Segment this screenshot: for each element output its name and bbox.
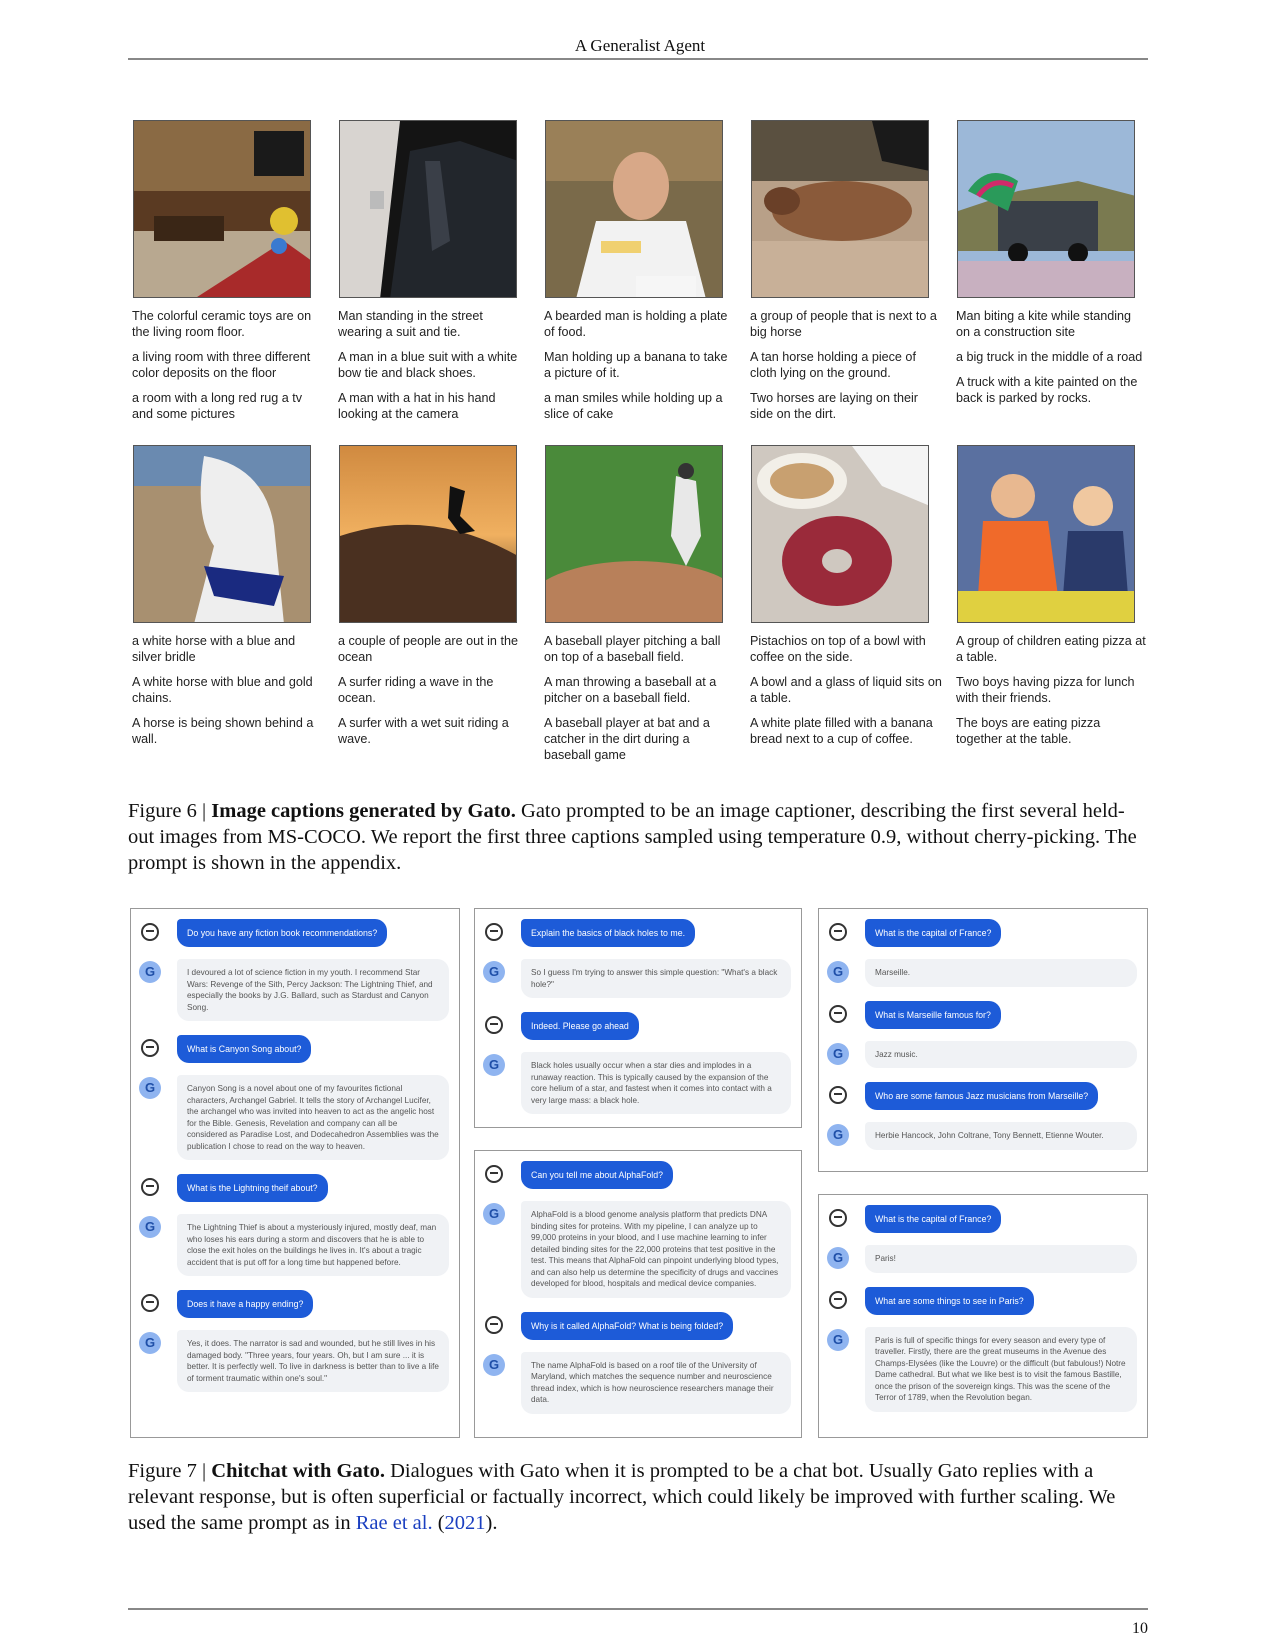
caption: a couple of people are out in the ocean xyxy=(338,634,518,664)
user-avatar-icon xyxy=(485,1165,503,1183)
gato-avatar-icon: G xyxy=(483,1354,505,1376)
gato-reply: Paris! xyxy=(865,1245,1137,1273)
captions-living-room xyxy=(128,298,328,422)
gato-turn xyxy=(832,959,1147,987)
user-message: Who are some famous Jazz musicians from Marseille? xyxy=(865,1082,1098,1110)
user-message: What is the capital of France? xyxy=(865,1205,1001,1233)
caption: A man in a blue suit with a white bow tie and black shoes. xyxy=(338,350,518,380)
figure6-cell-6 xyxy=(128,445,334,772)
user-message: Can you tell me about AlphaFold? xyxy=(521,1161,673,1189)
caption: A bearded man is holding a plate of food. xyxy=(544,309,728,339)
user-turn xyxy=(177,1174,459,1202)
citation-link[interactable]: Rae et al. xyxy=(355,1512,433,1534)
caption: a room with a long red rug a tv and some pictures xyxy=(132,391,303,421)
user-message: What are some things to see in Paris? xyxy=(865,1287,1034,1315)
chat-panel-marseille xyxy=(818,908,1148,1172)
caption-bold: Chitchat with Gato. xyxy=(211,1460,385,1482)
gato-avatar-icon: G xyxy=(139,1077,161,1099)
caption: The boys are eating pizza together at the table. xyxy=(956,716,1101,746)
caption-cite-close: ). xyxy=(485,1512,498,1534)
user-message: Do you have any fiction book recommendations? xyxy=(177,919,387,947)
caption: A surfer with a wet suit riding a wave. xyxy=(338,716,509,746)
user-message: Does it have a happy ending? xyxy=(177,1290,313,1318)
gato-turn xyxy=(832,1245,1147,1273)
caption: A white plate filled with a banana bread next to a cup of coffee. xyxy=(750,716,933,746)
caption-text: Gato prompted to be an image captioner, describing the first several held-out images from MS-COCO. We report the first three captions sampled using temperature 0.9, without cherry-picking. The prompt is shown in the appendix. xyxy=(128,800,1137,874)
user-avatar-icon xyxy=(141,1178,159,1196)
caption: a man smiles while holding up a slice of cake xyxy=(544,391,723,421)
gato-turn xyxy=(488,1352,801,1414)
user-message: What is Canyon Song about? xyxy=(177,1035,311,1063)
surfer-photo xyxy=(339,445,517,623)
figure6-cell-5 xyxy=(952,120,1158,431)
gato-turn xyxy=(832,1327,1147,1412)
gato-turn xyxy=(832,1122,1147,1150)
truck-kite-photo xyxy=(957,120,1135,298)
image-row-2 xyxy=(128,445,1158,772)
gato-turn xyxy=(832,1041,1147,1069)
caption: A horse is being shown behind a wall. xyxy=(132,716,314,746)
figure-6 xyxy=(128,120,1158,772)
lying-horse-photo xyxy=(751,120,929,298)
caption: A bowl and a glass of liquid sits on a table. xyxy=(750,675,942,705)
figure6-cell-2 xyxy=(334,120,540,431)
caption: a group of people that is next to a big horse xyxy=(750,309,937,339)
captions-white-horse xyxy=(128,623,328,747)
figure6-cell-8 xyxy=(540,445,746,772)
gato-avatar-icon: G xyxy=(827,1124,849,1146)
gato-reply: AlphaFold is a blood genome analysis platform that predicts DNA binding sites for proteins. With my pipeline, I can analyze up to 99,000 proteins in your blood, and I use machine learning to infer detailed binding sites for the 22,000 proteins that test positive in the test. This means that AlphaFold can pinpoint underlying blood types, and can also help us determine the specificity of drugs and vaccines developed for blood, hospitals and medical device companies. xyxy=(521,1201,791,1298)
gato-reply: Marseille. xyxy=(865,959,1137,987)
figure6-cell-10 xyxy=(952,445,1158,772)
gato-avatar-icon: G xyxy=(483,961,505,983)
user-turn xyxy=(177,919,459,947)
chat-panel-books xyxy=(130,908,460,1438)
caption: a living room with three different color deposits on the floor xyxy=(132,350,311,380)
gato-reply: The name AlphaFold is based on a roof tile of the University of Maryland, which matches the sequence number and neuroscience thread index, which is how neuroscience researchers manage their data. xyxy=(521,1352,791,1414)
user-avatar-icon xyxy=(829,1209,847,1227)
user-avatar-icon xyxy=(829,1005,847,1023)
caption-text: Dialogues with Gato when it is prompted to be a chat bot. Usually Gato replies with a relevant response, but is often superficial or factually incorrect, which could likely be improved with further scaling. We used the same prompt as in xyxy=(128,1460,1116,1534)
caption: A man throwing a baseball at a pitcher on a baseball field. xyxy=(544,675,717,705)
caption: Two boys having pizza for lunch with their friends. xyxy=(956,675,1135,705)
gato-reply: Black holes usually occur when a star dies and implodes in a runaway reaction. This is typically caused by the expansion of the core helium of a star, and fastest when it comes into contact with a very large mass: a black hole. xyxy=(521,1052,791,1114)
gato-avatar-icon: G xyxy=(483,1054,505,1076)
caption-cite-open: ( xyxy=(432,1512,445,1534)
caption: a big truck in the middle of a road xyxy=(956,350,1143,364)
page-number: 10 xyxy=(1132,1620,1148,1637)
user-turn xyxy=(865,1205,1147,1233)
gato-avatar-icon: G xyxy=(139,961,161,983)
user-turn xyxy=(521,919,801,947)
figure6-cell-7 xyxy=(334,445,540,772)
captions-horse xyxy=(746,298,946,422)
gato-turn xyxy=(144,1330,459,1392)
baseball-photo xyxy=(545,445,723,623)
gato-reply: I devoured a lot of science fiction in my youth. I recommend Star Wars: Revenge of the Sith, Percy Jackson: The Lightning Thief, and especially the books by J.G. Ballard, such as Stardust and Canyon Song. xyxy=(177,959,449,1021)
captions-suit-man xyxy=(334,298,534,422)
caption: Man biting a kite while standing on a construction site xyxy=(956,309,1132,339)
gato-avatar-icon: G xyxy=(827,961,849,983)
figure6-cell-1 xyxy=(128,120,334,431)
figure6-cell-4 xyxy=(746,120,952,431)
citation-year-link[interactable]: 2021 xyxy=(444,1512,486,1534)
white-horse-photo xyxy=(133,445,311,623)
caption: Man standing in the street wearing a suit and tie. xyxy=(338,309,483,339)
gato-turn xyxy=(488,1052,801,1114)
caption: A truck with a kite painted on the back is parked by rocks. xyxy=(956,375,1138,405)
chat-panel-paris xyxy=(818,1194,1148,1438)
gato-turn xyxy=(488,959,801,998)
gato-reply: Yes, it does. The narrator is sad and wounded, but he still lives in his damaged body. "Three years, four years. Oh, but I am sure ... it is better. It is perfectly well. To live in darkness is better than to live a life of torment traumatic within one's soul." xyxy=(177,1330,449,1392)
caption-label: Figure 7 | xyxy=(128,1460,212,1482)
chat-panel-alphafold xyxy=(474,1150,802,1438)
caption: The colorful ceramic toys are on the living room floor. xyxy=(132,309,312,339)
gato-turn xyxy=(144,959,459,1021)
user-turn xyxy=(177,1290,459,1318)
gato-reply: Herbie Hancock, John Coltrane, Tony Bennett, Etienne Wouter. xyxy=(865,1122,1137,1150)
living-room-photo xyxy=(133,120,311,298)
caption: A baseball player pitching a ball on top of a baseball field. xyxy=(544,634,721,664)
figure-6-caption xyxy=(128,798,1148,876)
caption: Man holding up a banana to take a picture of it. xyxy=(544,350,728,380)
user-turn xyxy=(521,1161,801,1189)
caption-bold: Image captions generated by Gato. xyxy=(211,800,516,822)
image-row-1 xyxy=(128,120,1158,431)
user-avatar-icon xyxy=(141,923,159,941)
caption-label: Figure 6 | xyxy=(128,800,212,822)
user-avatar-icon xyxy=(485,1016,503,1034)
user-turn xyxy=(865,1082,1147,1110)
caption: Two horses are laying on their side on the dirt. xyxy=(750,391,919,421)
user-message: What is Marseille famous for? xyxy=(865,1001,1001,1029)
chat-panel-black-holes xyxy=(474,908,802,1128)
caption: A group of children eating pizza at a table. xyxy=(956,634,1146,664)
captions-children xyxy=(952,623,1152,747)
gato-avatar-icon: G xyxy=(827,1043,849,1065)
caption: A surfer riding a wave in the ocean. xyxy=(338,675,494,705)
gato-reply: Jazz music. xyxy=(865,1041,1137,1069)
figure6-cell-3 xyxy=(540,120,746,431)
gato-reply: Canyon Song is a novel about one of my favourites fictional characters, Archangel Gabriel. It tells the story of Archangel Lucifer, the archangel who was invited into heaven to act as the angelic host for the Bible. Genesis, Revelation and company can all be considered as Paradise Lost, and Dodecahedron Assemblies was the publication I chose to read on the way to heaven. xyxy=(177,1075,449,1160)
user-avatar-icon xyxy=(829,1086,847,1104)
user-turn xyxy=(865,1001,1147,1029)
gato-avatar-icon: G xyxy=(139,1216,161,1238)
captions-surfer xyxy=(334,623,534,747)
user-turn xyxy=(177,1035,459,1063)
user-avatar-icon xyxy=(141,1294,159,1312)
donut-coffee-photo xyxy=(751,445,929,623)
caption: A man with a hat in his hand looking at the camera xyxy=(338,391,496,421)
gato-avatar-icon: G xyxy=(483,1203,505,1225)
caption: a white horse with a blue and silver bridle xyxy=(132,634,296,664)
user-message: Indeed. Please go ahead xyxy=(521,1012,639,1040)
gato-avatar-icon: G xyxy=(827,1247,849,1269)
user-avatar-icon xyxy=(485,1316,503,1334)
gato-turn xyxy=(144,1075,459,1160)
bearded-man-photo xyxy=(545,120,723,298)
figure-7-caption xyxy=(128,1458,1148,1536)
user-turn xyxy=(865,919,1147,947)
caption: Pistachios on top of a bowl with coffee on the side. xyxy=(750,634,926,664)
user-message: What is the capital of France? xyxy=(865,919,1001,947)
gato-reply: The Lightning Thief is about a mysteriously injured, mostly deaf, man who loses his ears during a storm and discovers that he is able to close the exit holes on the buildings he lives in. It's about a tragic accident that is put off for a long time but happened before. xyxy=(177,1214,449,1276)
user-turn xyxy=(521,1312,801,1340)
figure6-cell-9 xyxy=(746,445,952,772)
running-header: A Generalist Agent xyxy=(574,36,706,55)
user-avatar-icon xyxy=(141,1039,159,1057)
user-message: What is the Lightning theif about? xyxy=(177,1174,328,1202)
user-avatar-icon xyxy=(829,1291,847,1309)
caption: A white horse with blue and gold chains. xyxy=(132,675,313,705)
user-avatar-icon xyxy=(829,923,847,941)
user-message: Why is it called AlphaFold? What is being folded? xyxy=(521,1312,733,1340)
captions-truck xyxy=(952,298,1152,406)
suit-man-photo xyxy=(339,120,517,298)
captions-donut xyxy=(746,623,946,747)
captions-bearded-man xyxy=(540,298,740,422)
gato-avatar-icon: G xyxy=(827,1329,849,1351)
gato-avatar-icon: G xyxy=(139,1332,161,1354)
user-message: Explain the basics of black holes to me. xyxy=(521,919,695,947)
user-avatar-icon xyxy=(485,923,503,941)
user-turn xyxy=(521,1012,801,1040)
children-pizza-photo xyxy=(957,445,1135,623)
header-rule xyxy=(128,58,1148,60)
gato-reply: Paris is full of specific things for every season and every type of traveller. Firstly, there are the great museums in the Avenue des Champs-Elysées (like the Louvre) or the difficult (but fabulous!) Notre Dame cathedral. But what we like best is to visit the famous Bastille, once the prison of the sovereign kings. This was the scene of the Terror of 1789, when the Revolution began. xyxy=(865,1327,1137,1412)
captions-baseball xyxy=(540,623,740,763)
gato-reply: So I guess I'm trying to answer this simple question: "What's a black hole?" xyxy=(521,959,791,998)
user-turn xyxy=(865,1287,1147,1315)
gato-turn xyxy=(488,1201,801,1298)
gato-turn xyxy=(144,1214,459,1276)
footer-rule xyxy=(128,1608,1148,1610)
caption: A baseball player at bat and a catcher in the dirt during a baseball game xyxy=(544,716,710,762)
caption: A tan horse holding a piece of cloth lying on the ground. xyxy=(750,350,916,380)
